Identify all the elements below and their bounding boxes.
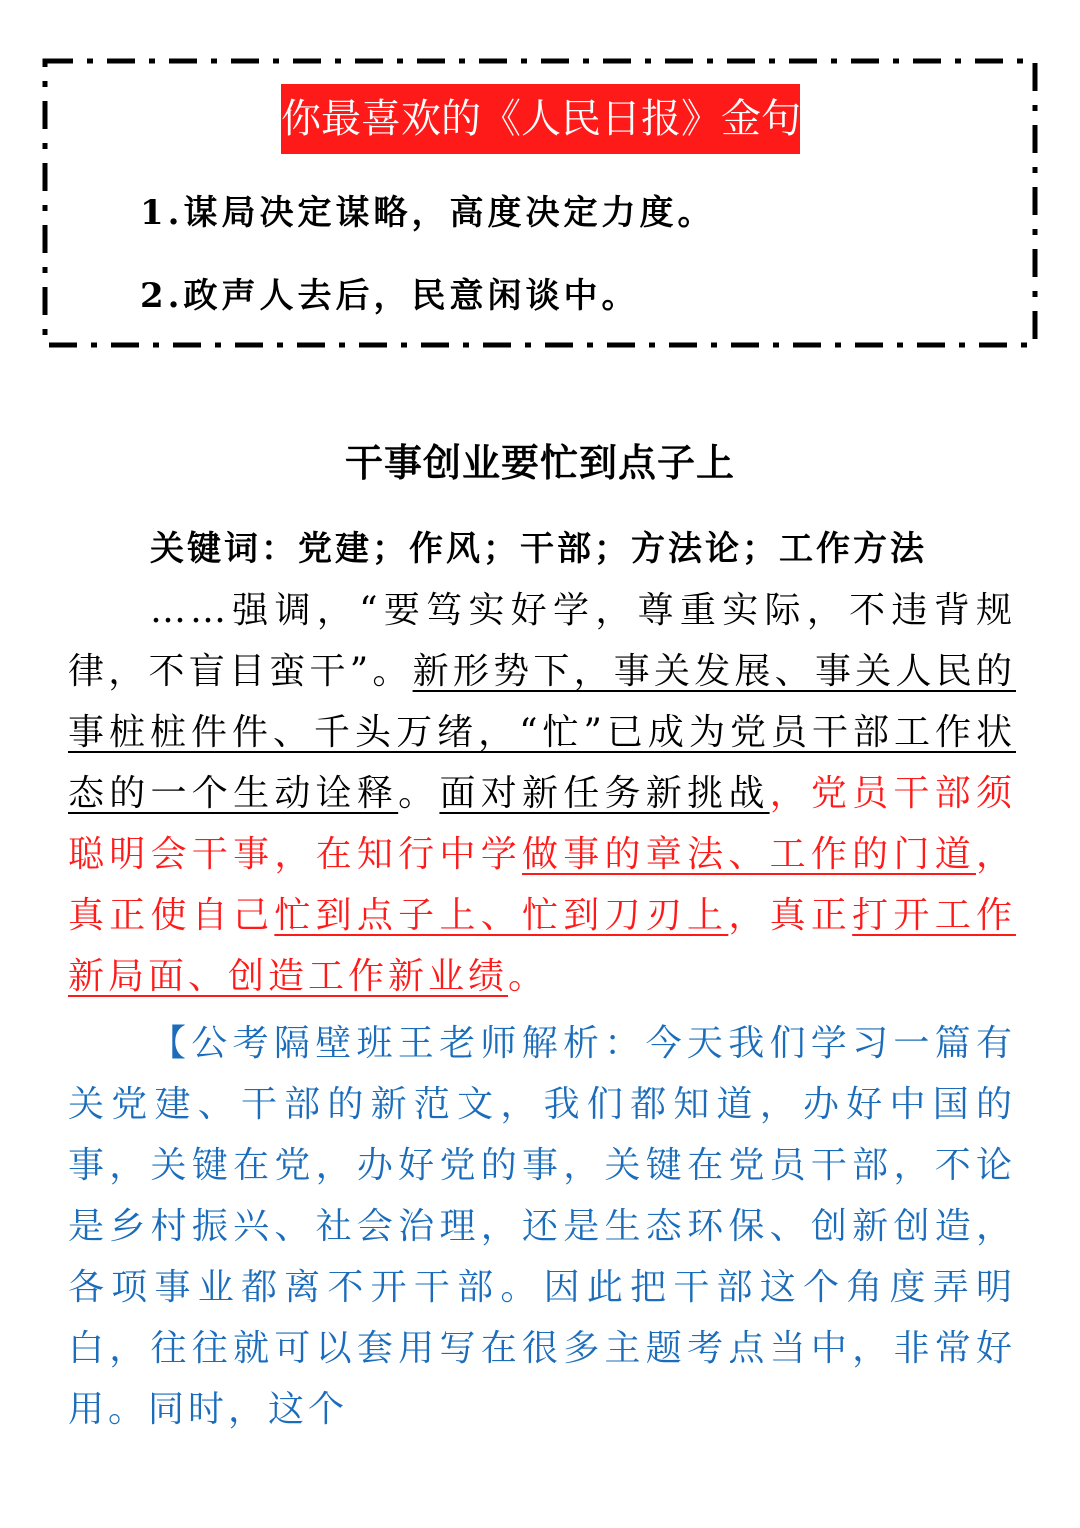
article-title: 干事创业要忙到点子上 (344, 440, 735, 485)
red-text-5: 。 (508, 956, 549, 997)
punctuation: 。 (398, 773, 440, 814)
red-underlined-3: 打开工作新局面、创造工作新业绩 (68, 895, 1016, 997)
red-underlined-1: 做事的章法、工作的门道 (521, 834, 976, 875)
red-text-1: ， (769, 773, 811, 814)
quote-box-title: 你最喜欢的《人民日报》金句 (281, 84, 800, 154)
red-underlined-2: 忙到点子上、忙到刀刃上 (274, 895, 729, 936)
red-text-3: ，真正使自己 (68, 834, 1016, 936)
quote-line-1: 1.谋局决定谋略，高度决定力度。 (140, 193, 716, 233)
red-text-4: ，真正 (728, 895, 853, 936)
red-text-2: 党员干部须聪明会干事，在知行中学 (68, 773, 1016, 875)
paragraph-1 (68, 580, 1016, 1007)
quote-line-2: 2.政声人去后，民意闲谈中。 (140, 276, 640, 316)
quote-sentence: ……强调，“要笃实好学，尊重实际，不违背规律，不盲目蛮干”。 (68, 590, 1016, 692)
underlined-phrase: 面对新任务新挑战 (439, 773, 770, 814)
keywords-line: 关键词：党建；作风；干部；方法论；工作方法 (150, 529, 927, 569)
analysis-paragraph: 【公考隔壁班王老师解析：今天我们学习一篇有关党建、干部的新范文，我们都知道，办好中国的事，关键在党，办好党的事，关键在党员干部，不论是乡村振兴、社会治理，还是生态环保、创新创造，各项事业都离不开干部。因此把干部这个角度弄明白，往往就可以套用写在很多主题考点当中，非常好用。同时，这个 (68, 1023, 1016, 1430)
underlined-sentence: 新形势下，事关发展、事关人民的事桩桩件件、千头万绪，“忙”已成为党员干部工作状态的一个生动诠释 (68, 651, 1016, 814)
